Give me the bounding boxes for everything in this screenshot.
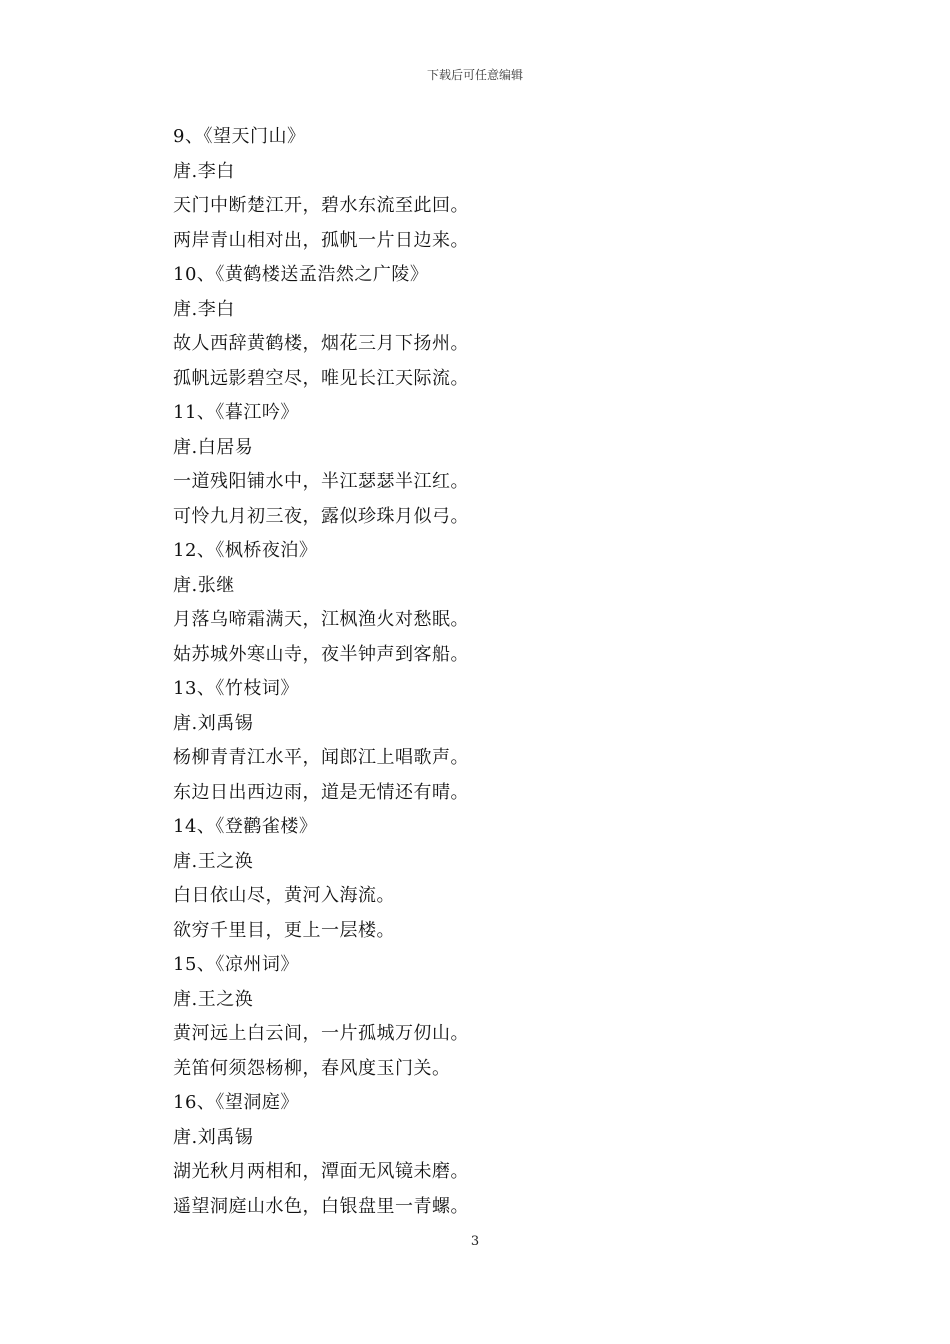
- poem-block: [173, 1086, 873, 1224]
- poem-author: 唐.王之涣: [173, 988, 254, 1010]
- poem-line: 杨柳青青江水平，闻郎江上唱歌声。: [173, 747, 469, 768]
- poem-line: 白日依山尽，黄河入海流。: [173, 885, 395, 906]
- poem-title: 15、《凉州词》: [173, 954, 299, 975]
- poem-line: 孤帆远影碧空尽，唯见长江天际流。: [173, 367, 469, 389]
- poem-line: 两岸青山相对出，孤帆一片日边来。: [173, 229, 469, 251]
- poem-line: 黄河远上白云间，一片孤城万仞山。: [173, 1023, 469, 1044]
- poem-block: [173, 948, 873, 1086]
- poem-block: [173, 672, 873, 810]
- poem-block: [173, 120, 873, 258]
- poem-line: 欲穷千里目，更上一层楼。: [173, 919, 395, 941]
- poem-line: 羌笛何须怨杨柳，春风度玉门关。: [173, 1057, 451, 1079]
- poem-author: 唐.刘禹锡: [173, 712, 254, 734]
- poem-line: 故人西辞黄鹤楼，烟花三月下扬州。: [173, 333, 469, 354]
- poem-line: 天门中断楚江开，碧水东流至此回。: [173, 195, 469, 216]
- poem-author: 唐.白居易: [173, 436, 254, 458]
- page-header: 下载后可任意编辑: [426, 68, 523, 82]
- poem-line: 一道残阳铺水中，半江瑟瑟半江红。: [173, 471, 469, 492]
- poem-title: 16、《望洞庭》: [173, 1092, 299, 1113]
- poem-title: 13、《竹枝词》: [173, 678, 299, 699]
- poem-title: 9、《望天门山》: [173, 126, 306, 147]
- poem-block: [173, 534, 873, 672]
- poem-line: 遥望洞庭山水色，白银盘里一青螺。: [173, 1195, 469, 1217]
- poem-author: 唐.王之涣: [173, 850, 254, 872]
- poem-title: 11、《暮江吟》: [173, 402, 299, 423]
- poem-line: 东边日出西边雨，道是无情还有晴。: [173, 781, 469, 803]
- poem-author: 唐.李白: [173, 298, 235, 320]
- poem-author: 唐.李白: [173, 160, 235, 182]
- poem-title: 14、《登鹳雀楼》: [173, 816, 318, 837]
- poem-title: 12、《枫桥夜泊》: [173, 540, 318, 561]
- poem-list: [173, 120, 873, 1224]
- poem-author: 唐.刘禹锡: [173, 1126, 254, 1148]
- poem-block: [173, 810, 873, 948]
- poem-line: 湖光秋月两相和，潭面无风镜未磨。: [173, 1161, 469, 1182]
- poem-line: 月落乌啼霜满天，江枫渔火对愁眠。: [173, 609, 469, 630]
- page-number: 3: [470, 1234, 480, 1249]
- poem-line: 可怜九月初三夜，露似珍珠月似弓。: [173, 505, 469, 527]
- poem-block: [173, 396, 873, 534]
- poem-title: 10、《黄鹤楼送孟浩然之广陵》: [173, 264, 429, 285]
- poem-author: 唐.张继: [173, 574, 235, 596]
- poem-line: 姑苏城外寒山寺，夜半钟声到客船。: [173, 643, 469, 665]
- poem-block: [173, 258, 873, 396]
